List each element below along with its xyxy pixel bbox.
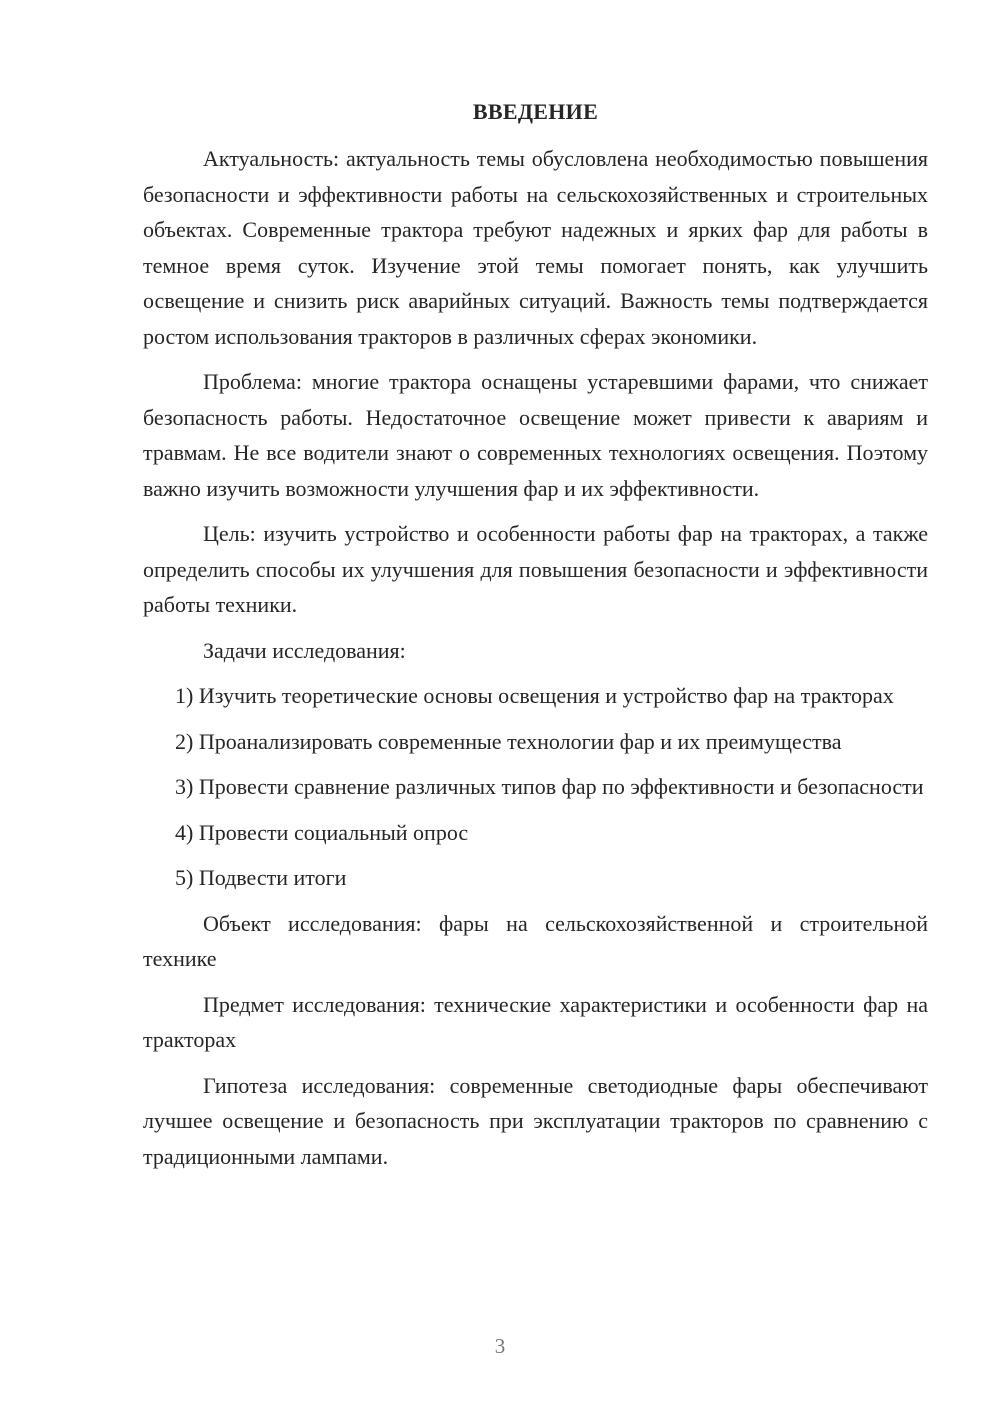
task-item: 5) Подвести итоги (175, 865, 347, 890)
paragraph-hypothesis: Гипотеза исследования: современные светодиодные фары обеспечивают лучшее освещение и безопасность при эксплуатации тракторов по сравнению с традиционными лампами. (143, 1072, 928, 1169)
paragraph-relevance: Актуальность: актуальность темы обусловлена необходимостью повышения безопасности и эффективности работы на сельскохозяйственных и строительных объектах. Современные трактора требуют надежных и ярких фар для работы в темное время суток. Изучение этой темы помогает понять, как улучшить освещение и снизить риск аварийных ситуаций. Важность темы подтверждается ростом использования тракторов в различных сферах экономики. (143, 146, 928, 349)
task-item: 4) Провести социальный опрос (175, 819, 469, 845)
task-item: 2) Проанализировать современные технологии фар и их преимущества (175, 728, 842, 754)
task-item: 3) Провести сравнение различных типов фар по эффективности и безопасности (175, 774, 924, 799)
page-number: 3 (494, 1334, 506, 1358)
paragraph-problem: Проблема: многие трактора оснащены устаревшими фарами, что снижает безопасность работы. Недостаточное освещение может привести к авариям и травмам. Не все водители знают о современных технологиях освещения. Поэтому важно изучить возможности улучшения фар и их эффективности. (143, 369, 928, 501)
task-item: 1) Изучить теоретические основы освещения и устройство фар на тракторах (175, 683, 894, 708)
paragraph-goal: Цель: изучить устройство и особенности работы фар на тракторах, а также определить способы их улучшения для повышения безопасности и эффективности работы техники. (143, 521, 928, 617)
tasks-list (143, 678, 928, 896)
document-body (143, 94, 928, 1184)
paragraph-tasks-heading: Задачи исследования: (203, 637, 406, 663)
paragraph-subject: Предмет исследования: технические характеристики и особенности фар на тракторах (143, 991, 928, 1052)
section-title: ВВЕДЕНИЕ (472, 99, 599, 124)
paragraph-object: Объект исследования: фары на сельскохозяйственной и строительной технике (143, 910, 928, 971)
